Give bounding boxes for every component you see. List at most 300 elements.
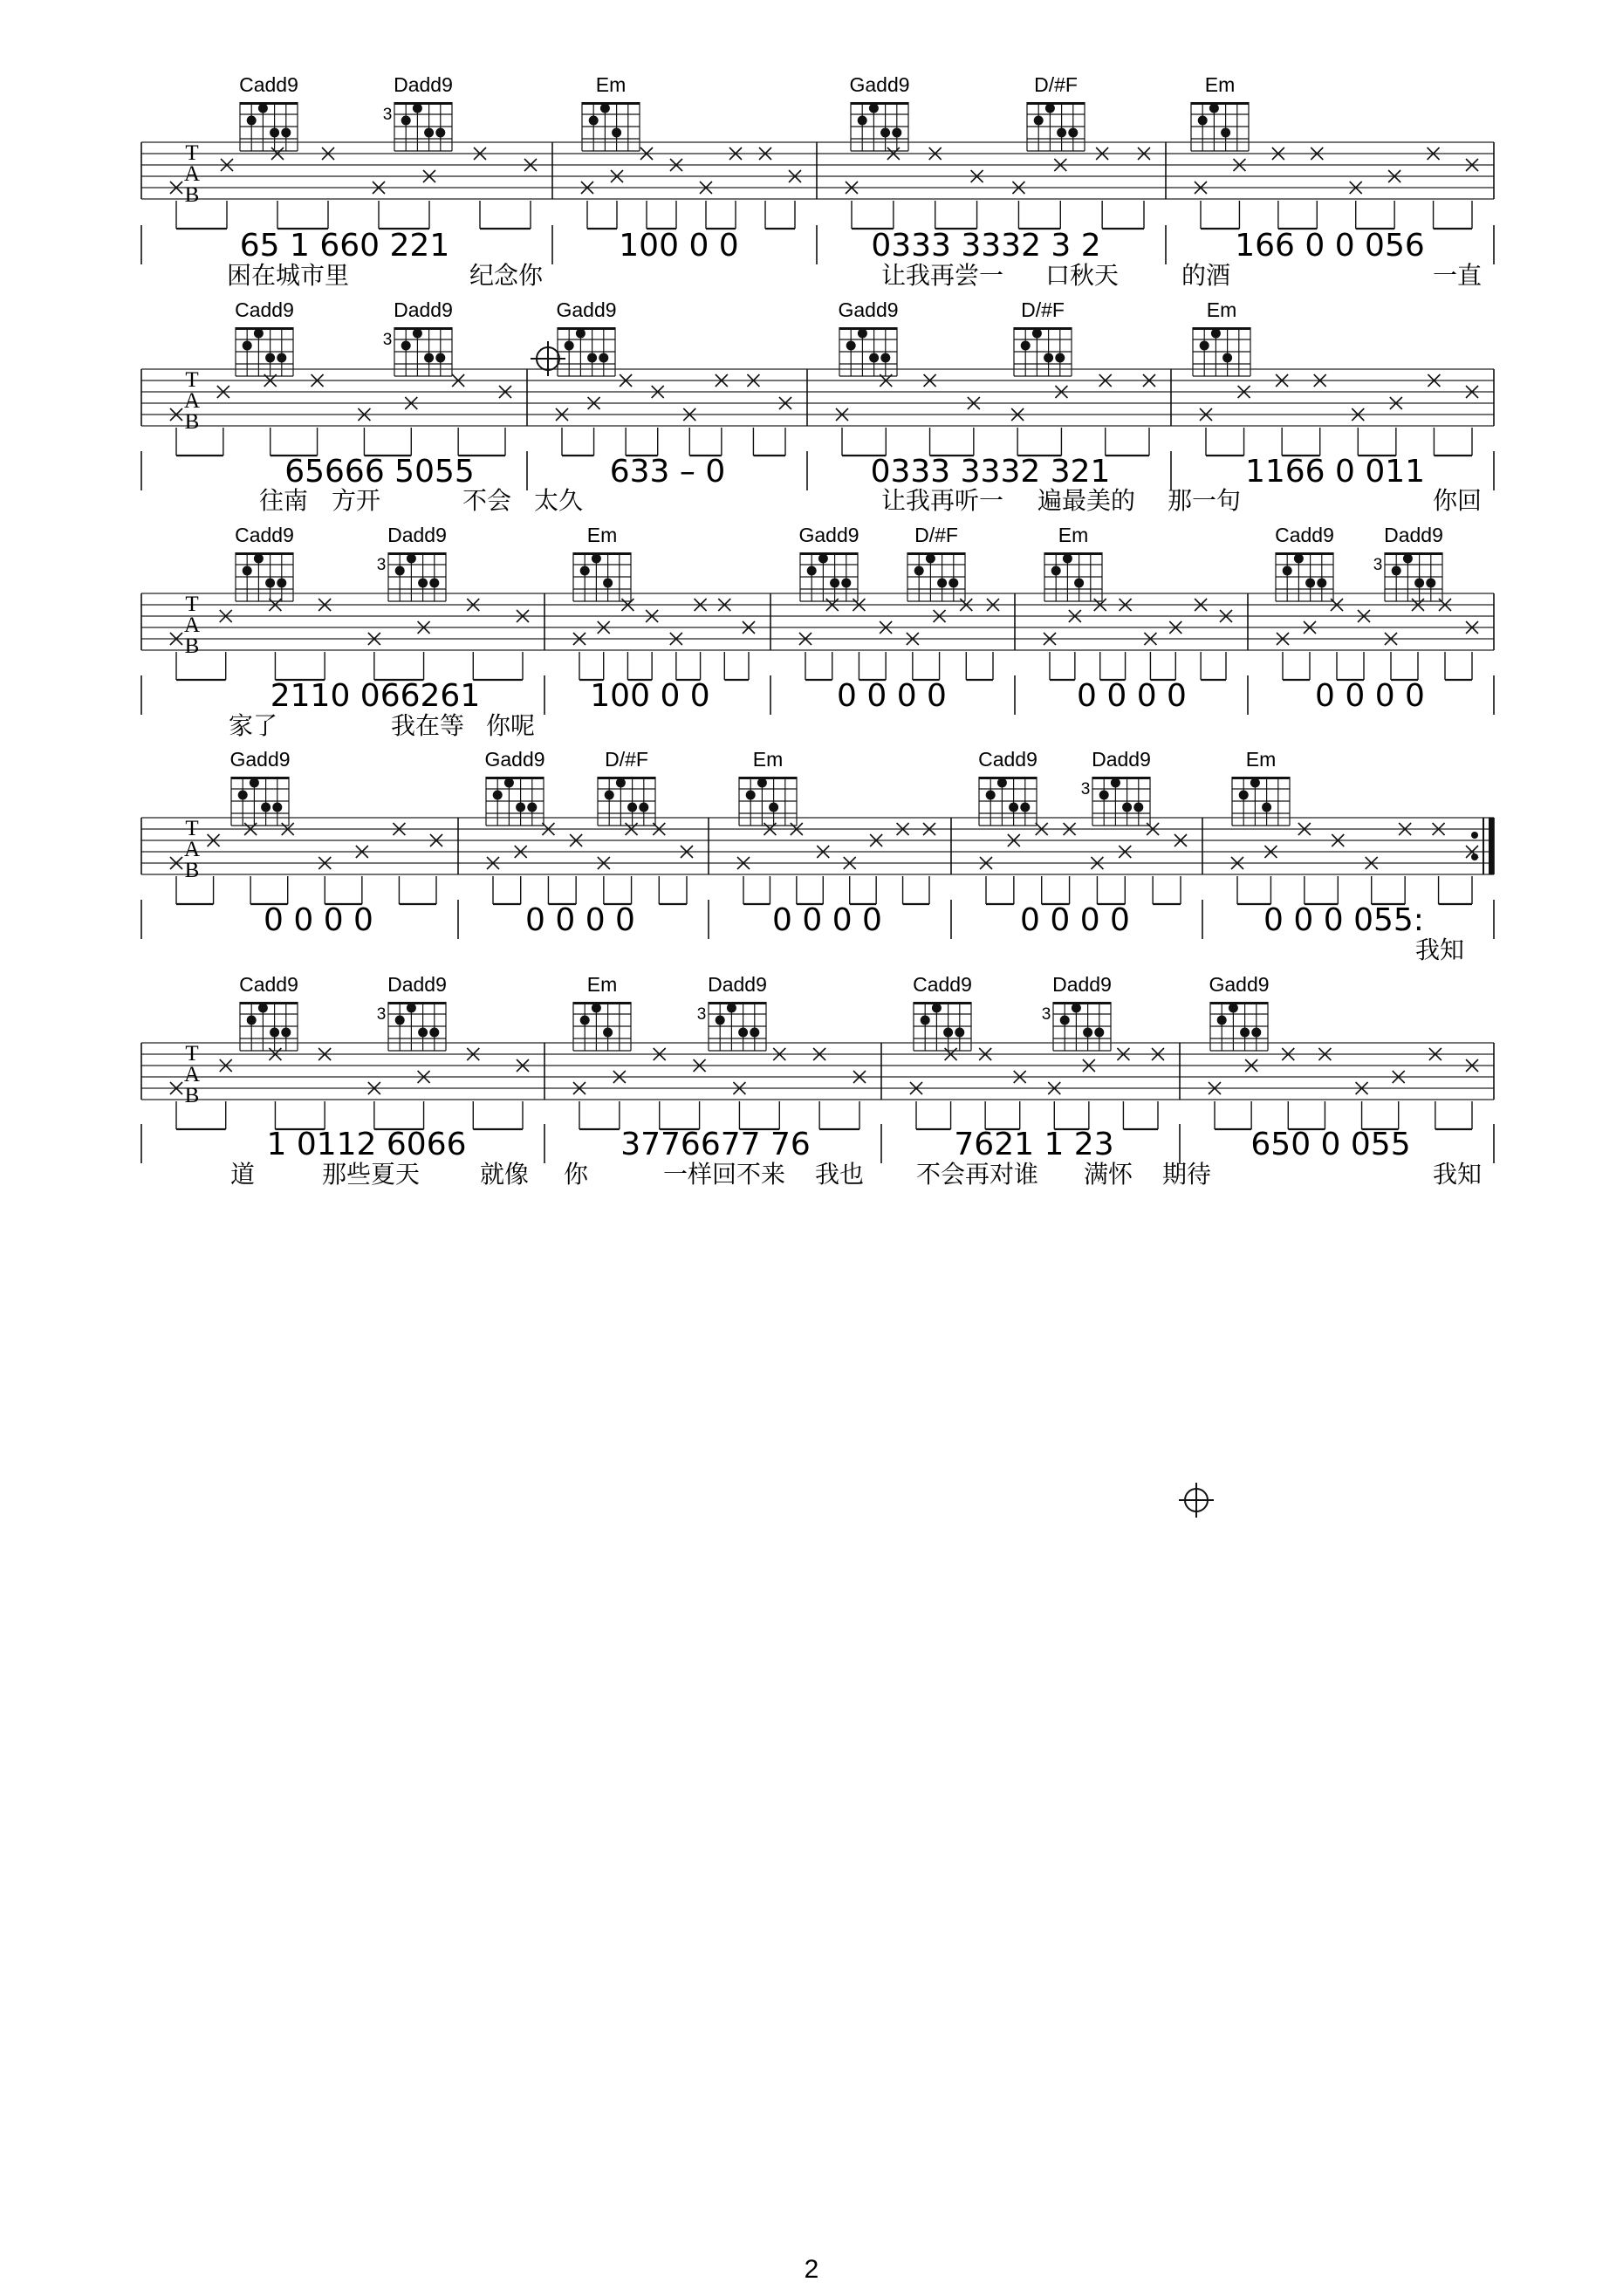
chord-diagram — [1209, 973, 1269, 1051]
chord-diagram — [484, 748, 544, 826]
chord-diagram — [383, 73, 453, 151]
finger-dot — [587, 353, 597, 363]
chord-name: Em — [1204, 73, 1236, 96]
tab-clef-letter: T — [185, 141, 199, 165]
finger-dot — [277, 353, 286, 363]
chord-diagram — [978, 748, 1037, 826]
chord-nut — [231, 777, 289, 779]
jianpu-measure: 100 0 0 — [619, 228, 739, 264]
finger-dot — [830, 579, 839, 588]
chord-diagram — [1275, 524, 1334, 601]
repeat-barline-thick — [1489, 818, 1494, 874]
finger-dot — [435, 353, 445, 363]
finger-dot — [818, 554, 828, 564]
chord-name: Dadd9 — [387, 524, 447, 546]
chord-nut — [236, 327, 293, 330]
finger-dot — [1094, 1028, 1104, 1038]
chord-name: Em — [1206, 298, 1237, 321]
finger-dot — [948, 579, 958, 588]
chord-name: Cadd9 — [239, 73, 298, 96]
chord-name: Cadd9 — [235, 298, 294, 321]
chord-diagram — [1373, 524, 1443, 601]
chord-name: Dadd9 — [1092, 748, 1151, 771]
lyric-text: 往南 — [258, 486, 309, 515]
chord-nut — [582, 102, 640, 105]
fret-number: 3 — [376, 1005, 387, 1024]
lyric-text: 纪念你 — [469, 261, 544, 290]
coda-sign — [1179, 1483, 1214, 1518]
chord-diagram — [598, 748, 655, 826]
finger-dot — [516, 803, 525, 812]
finger-dot — [1099, 791, 1109, 800]
finger-dot — [1020, 803, 1030, 812]
finger-dot — [1250, 778, 1260, 788]
chord-name: Cadd9 — [235, 524, 294, 546]
finger-dot — [858, 329, 867, 339]
chord-nut — [800, 552, 858, 555]
finger-dot — [841, 579, 851, 588]
finger-dot — [612, 128, 621, 138]
chord-nut — [1044, 552, 1102, 555]
chord-diagram — [798, 524, 859, 601]
finger-dot — [616, 778, 626, 788]
finger-dot — [1251, 1028, 1261, 1038]
lyric-text: 你回 — [1432, 486, 1483, 515]
tab-clef-letter: B — [184, 183, 200, 207]
fret-number: 3 — [382, 106, 393, 124]
chord-nut — [598, 777, 655, 779]
tab-clef-letter: B — [184, 634, 200, 658]
finger-dot — [401, 341, 411, 351]
finger-dot — [603, 1028, 613, 1038]
finger-dot — [1283, 566, 1292, 576]
chord-diagram — [573, 524, 631, 601]
finger-dot — [1122, 803, 1132, 812]
chord-diagram — [1027, 73, 1085, 151]
chord-nut — [1053, 1002, 1111, 1004]
finger-dot — [281, 1028, 291, 1038]
finger-dot — [846, 341, 856, 351]
finger-dot — [576, 329, 586, 339]
finger-dot — [243, 566, 252, 576]
tab-clef-letter: T — [185, 593, 199, 616]
chord-name: Dadd9 — [387, 973, 447, 996]
chord-nut — [573, 552, 631, 555]
finger-dot — [1200, 341, 1209, 351]
chord-name: Gadd9 — [229, 748, 291, 771]
finger-dot — [1229, 1004, 1238, 1013]
finger-dot — [527, 803, 537, 812]
finger-dot — [413, 104, 422, 113]
chord-nut — [394, 327, 452, 330]
lyric-text: 的酒 — [1181, 261, 1231, 290]
repeat-dot — [1471, 832, 1478, 839]
lyric-text: 一直 — [1432, 261, 1483, 290]
jianpu-measure: 65 1 660 221 — [239, 228, 450, 264]
chord-diagram — [913, 973, 972, 1051]
page-number: 2 — [804, 2255, 819, 2284]
finger-dot — [254, 329, 264, 339]
chord-diagram — [239, 973, 298, 1051]
finger-dot — [1239, 791, 1249, 800]
finger-dot — [921, 1016, 930, 1025]
finger-dot — [1209, 104, 1219, 113]
chord-name: Gadd9 — [798, 524, 859, 546]
finger-dot — [892, 128, 901, 138]
chord-name: Dadd9 — [1052, 973, 1112, 996]
chord-diagram — [582, 73, 640, 151]
chord-name: Em — [752, 748, 784, 771]
chord-nut — [1210, 1002, 1268, 1004]
chord-name: Em — [1245, 748, 1277, 771]
tab-clef-letter: T — [185, 1042, 199, 1066]
chord-diagram — [1042, 973, 1112, 1051]
lyric-text: 家了 — [228, 711, 278, 740]
finger-dot — [1083, 1028, 1092, 1038]
tab-clef-letter: A — [183, 389, 201, 413]
tab-clef-letter: B — [184, 410, 200, 434]
finger-dot — [407, 554, 416, 564]
chord-name: Em — [586, 524, 618, 546]
lyric-text: 那些夏天 — [321, 1160, 421, 1189]
finger-dot — [281, 128, 291, 138]
chord-nut — [1193, 327, 1250, 330]
jianpu-measure: 0 0 0 0 — [264, 902, 373, 938]
jianpu-measure: 0 0 0 0 — [1077, 678, 1187, 714]
chord-nut — [236, 552, 293, 555]
chord-diagram — [907, 524, 965, 601]
finger-dot — [493, 791, 503, 800]
chord-diagram — [1081, 748, 1151, 826]
fret-number: 3 — [696, 1005, 707, 1024]
jianpu-measure: 0 0 0 0 — [1315, 678, 1425, 714]
lyric-text: 我知 — [1432, 1160, 1483, 1189]
chord-name: Em — [586, 973, 618, 996]
tab-clef-letter: T — [185, 368, 199, 392]
finger-dot — [592, 1004, 601, 1013]
finger-dot — [986, 791, 996, 800]
finger-dot — [1414, 579, 1424, 588]
jianpu-measure: 65666 5055 — [284, 454, 475, 490]
chord-nut — [907, 552, 965, 555]
finger-dot — [750, 1028, 759, 1038]
chord-name: D/#F — [605, 748, 648, 771]
finger-dot — [926, 554, 935, 564]
chord-name: Gadd9 — [556, 298, 617, 321]
finger-dot — [1133, 803, 1143, 812]
chord-diagram — [383, 298, 453, 376]
finger-dot — [580, 566, 590, 576]
finger-dot — [1217, 1016, 1227, 1025]
finger-dot — [1063, 554, 1072, 564]
finger-dot — [1057, 128, 1066, 138]
tab-clef-letter: B — [184, 859, 200, 882]
finger-dot — [1211, 329, 1221, 339]
finger-dot — [1009, 803, 1018, 812]
jianpu-measure: 0 0 0 0 — [837, 678, 947, 714]
finger-dot — [603, 579, 613, 588]
chord-name: Gadd9 — [1209, 973, 1270, 996]
jianpu-measure: 0333 3332 321 — [870, 454, 1111, 490]
finger-dot — [1021, 341, 1031, 351]
chord-name: Dadd9 — [394, 73, 453, 96]
chord-nut — [979, 777, 1037, 779]
chord-nut — [240, 1002, 298, 1004]
finger-dot — [1222, 353, 1232, 363]
lyric-text: 让我再尝一 — [880, 261, 1004, 290]
chord-name: Cadd9 — [1275, 524, 1334, 546]
finger-dot — [757, 778, 767, 788]
jianpu-measure: 7621 1 23 — [954, 1127, 1114, 1162]
lyric-text: 那一句 — [1167, 486, 1242, 515]
chord-diagram — [1193, 298, 1250, 376]
repeat-dot — [1471, 853, 1478, 860]
finger-dot — [407, 1004, 416, 1013]
finger-dot — [413, 329, 422, 339]
tab-clef-letter: A — [183, 838, 201, 861]
finger-dot — [254, 554, 264, 564]
chord-diagram — [1014, 298, 1072, 376]
finger-dot — [880, 353, 890, 363]
finger-dot — [1198, 116, 1208, 126]
finger-dot — [746, 791, 756, 800]
finger-dot — [429, 579, 439, 588]
chord-nut — [1092, 777, 1150, 779]
jianpu-measure: 650 0 055 — [1250, 1127, 1411, 1162]
finger-dot — [277, 579, 286, 588]
chord-diagram — [377, 973, 447, 1051]
lyric-text: 期待 — [1161, 1160, 1212, 1189]
finger-dot — [418, 1028, 428, 1038]
finger-dot — [589, 116, 599, 126]
chord-diagram — [235, 298, 294, 376]
finger-dot — [880, 128, 890, 138]
finger-dot — [238, 791, 248, 800]
fret-number: 3 — [1041, 1005, 1051, 1024]
finger-dot — [395, 566, 405, 576]
chord-diagram — [849, 73, 909, 151]
finger-dot — [1262, 803, 1271, 812]
finger-dot — [261, 803, 270, 812]
jianpu-measure: 0333 3332 3 2 — [871, 228, 1101, 264]
chord-diagram — [229, 748, 290, 826]
chord-diagram — [1232, 748, 1290, 826]
finger-dot — [1068, 128, 1078, 138]
chord-nut — [914, 1002, 971, 1004]
finger-dot — [943, 1028, 953, 1038]
lyric-text: 方开 — [331, 486, 381, 515]
finger-dot — [1072, 1004, 1081, 1013]
lyric-text: 道 — [229, 1160, 256, 1189]
finger-dot — [1294, 554, 1304, 564]
chord-diagram — [377, 524, 447, 601]
chord-name: D/#F — [914, 524, 958, 546]
finger-dot — [258, 104, 268, 113]
chord-name: Em — [595, 73, 627, 96]
chord-name: D/#F — [1021, 298, 1065, 321]
finger-dot — [435, 128, 445, 138]
chord-nut — [1276, 552, 1333, 555]
finger-dot — [600, 104, 610, 113]
lyric-text: 我知 — [1414, 936, 1465, 964]
lyric-text: 不会 — [462, 486, 512, 515]
chord-nut — [388, 552, 446, 555]
finger-dot — [247, 116, 257, 126]
chord-nut — [240, 102, 298, 105]
finger-dot — [605, 791, 614, 800]
finger-dot — [1055, 353, 1065, 363]
finger-dot — [807, 566, 817, 576]
finger-dot — [250, 778, 259, 788]
finger-dot — [1221, 128, 1230, 138]
finger-dot — [418, 579, 428, 588]
finger-dot — [869, 353, 879, 363]
finger-dot — [955, 1028, 964, 1038]
finger-dot — [1060, 1016, 1070, 1025]
finger-dot — [716, 1016, 725, 1025]
chord-diagram — [739, 748, 797, 826]
jianpu-measure: 0 0 0 0 — [772, 902, 882, 938]
finger-dot — [639, 803, 648, 812]
finger-dot — [1044, 353, 1053, 363]
chord-nut — [709, 1002, 766, 1004]
finger-dot — [565, 341, 574, 351]
finger-dot — [592, 554, 601, 564]
coda-sign — [531, 341, 565, 376]
tab-clef-letter: A — [183, 162, 201, 186]
chord-nut — [486, 777, 544, 779]
jianpu-measure: 1 0112 6066 — [266, 1127, 467, 1162]
chord-name: Gadd9 — [849, 73, 910, 96]
lyric-text: 满怀 — [1083, 1160, 1133, 1189]
finger-dot — [1045, 104, 1055, 113]
tab-clef-letter: T — [185, 817, 199, 840]
chord-nut — [1385, 552, 1442, 555]
finger-dot — [1305, 579, 1315, 588]
chord-name: Cadd9 — [913, 973, 972, 996]
chord-name: Dadd9 — [708, 973, 767, 996]
fret-number: 3 — [376, 556, 387, 574]
tab-clef-letter: A — [183, 613, 201, 637]
finger-dot — [869, 104, 879, 113]
chord-diagram — [556, 298, 616, 376]
finger-dot — [258, 1004, 268, 1013]
chord-diagram — [1044, 524, 1102, 601]
chord-diagram — [573, 973, 631, 1051]
finger-dot — [1051, 566, 1061, 576]
chord-nut — [573, 1002, 631, 1004]
lyric-text: 太久 — [533, 486, 584, 515]
finger-dot — [243, 341, 252, 351]
jianpu-measure: 2110 066261 — [270, 678, 481, 714]
finger-dot — [997, 778, 1007, 788]
finger-dot — [1403, 554, 1413, 564]
lyric-text: 我也 — [814, 1160, 865, 1189]
finger-dot — [401, 116, 411, 126]
chord-nut — [1232, 777, 1290, 779]
lyric-text: 一样回不来 — [662, 1160, 786, 1189]
tab-clef-letter: B — [184, 1084, 200, 1107]
chord-diagram — [838, 298, 898, 376]
jianpu-measure: 166 0 0 056 — [1235, 228, 1425, 264]
chord-name: Cadd9 — [239, 973, 298, 996]
finger-dot — [265, 579, 275, 588]
jianpu-measure: 0 0 0 055: — [1263, 902, 1424, 938]
finger-dot — [424, 353, 434, 363]
jianpu-measure: 100 0 0 — [590, 678, 710, 714]
chord-nut — [739, 777, 797, 779]
finger-dot — [580, 1016, 590, 1025]
finger-dot — [1111, 778, 1120, 788]
jianpu-measure: 3776677 76 — [620, 1127, 811, 1162]
chord-diagram — [697, 973, 767, 1051]
lyric-text: 遍最美的 — [1037, 486, 1136, 515]
lyric-text: 口秋天 — [1044, 261, 1120, 290]
chord-name: Em — [1058, 524, 1089, 546]
finger-dot — [424, 128, 434, 138]
chord-diagram — [239, 73, 298, 151]
chord-name: Dadd9 — [394, 298, 453, 321]
jianpu-measure: 1166 0 011 — [1244, 454, 1426, 490]
finger-dot — [272, 803, 282, 812]
finger-dot — [914, 566, 924, 576]
chord-name: Cadd9 — [978, 748, 1037, 771]
chord-diagram — [235, 524, 294, 601]
lyric-text: 你呢 — [485, 711, 536, 740]
lyric-text: 不会再对谁 — [915, 1160, 1039, 1189]
finger-dot — [270, 128, 279, 138]
finger-dot — [1032, 329, 1042, 339]
jianpu-measure: 633 – 0 — [609, 454, 726, 490]
finger-dot — [1392, 566, 1401, 576]
chord-name: Dadd9 — [1384, 524, 1443, 546]
finger-dot — [247, 1016, 257, 1025]
chord-nut — [558, 327, 615, 330]
chord-nut — [388, 1002, 446, 1004]
lyric-text: 困在城市里 — [226, 261, 350, 290]
finger-dot — [1034, 116, 1044, 126]
finger-dot — [937, 579, 947, 588]
chord-name: D/#F — [1034, 73, 1078, 96]
finger-dot — [599, 353, 608, 363]
fret-number: 3 — [382, 331, 393, 349]
finger-dot — [627, 803, 637, 812]
finger-dot — [1317, 579, 1326, 588]
chord-nut — [1014, 327, 1072, 330]
lyric-text: 让我再听一 — [880, 486, 1004, 515]
finger-dot — [270, 1028, 279, 1038]
finger-dot — [738, 1028, 748, 1038]
lyric-text: 就像 — [479, 1160, 530, 1189]
jianpu-measure: 0 0 0 0 — [1020, 902, 1130, 938]
chord-name: Gadd9 — [838, 298, 899, 321]
finger-dot — [727, 1004, 736, 1013]
finger-dot — [1426, 579, 1435, 588]
chord-name: Gadd9 — [484, 748, 545, 771]
chord-nut — [394, 102, 452, 105]
lyric-text: 你 — [563, 1160, 589, 1189]
fret-number: 3 — [1373, 556, 1383, 574]
finger-dot — [769, 803, 778, 812]
finger-dot — [395, 1016, 405, 1025]
chord-nut — [851, 102, 908, 105]
chord-nut — [1027, 102, 1085, 105]
tab-clef-letter: A — [183, 1063, 201, 1086]
chord-nut — [839, 327, 897, 330]
finger-dot — [1074, 579, 1084, 588]
chord-diagram — [1191, 73, 1249, 151]
finger-dot — [504, 778, 514, 788]
